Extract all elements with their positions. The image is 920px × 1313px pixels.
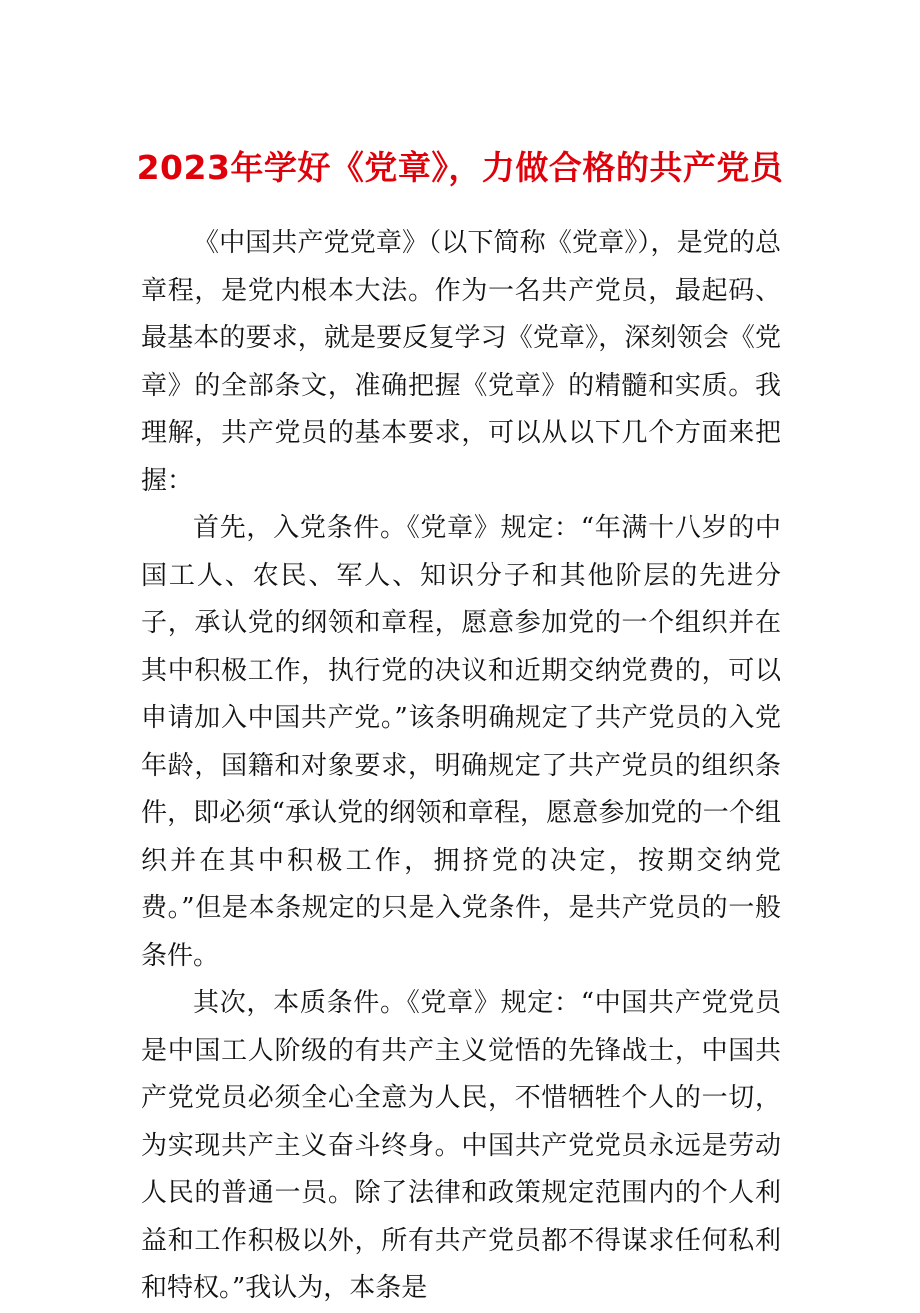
paragraph-intro: 《中国共产党党章》（以下简称《党章》），是党的总章程，是党内根本大法。作为一名共产党员，最起码、最基本的要求，就是要反复学习《党章》，深刻领会《党章》的全部条文，准确把握《党章》的精髓和实质。我理解，共产党员的基本要求，可以从以下几个方面来把握： xyxy=(141,228,781,496)
paragraph-first-condition: 首先，入党条件。《党章》规定：“年满十八岁的中国工人、农民、军人、知识分子和其他阶层的先进分子，承认党的纲领和章程，愿意参加党的一个组织并在其中积极工作，执行党的决议和近期交纳党费的，可以申请加入中国共产党。”该条明确规定了共产党员的入党年龄，国籍和对象要求，明确规定了共产党员的组织条件，即必须“承认党的纲领和章程，愿意参加党的一个组织并在其中积极工作，拥挤党的决定，按期交纳党费。”但是本条规定的只是入党条件，是共产党员的一般条件。 xyxy=(141,513,781,971)
document-title: 2023年学好《党章》，力做合格的共产党员 xyxy=(136,148,784,187)
document-body xyxy=(141,220,781,1313)
paragraph-second-condition: 其次，本质条件。《党章》规定：“中国共产党党员是中国工人阶级的有共产主义觉悟的先锋战士，中国共产党党员必须全心全意为人民，不惜牺牲个人的一切，为实现共产主义奋斗终身。中国共产党党员永远是劳动人民的普通一员。除了法律和政策规定范围内的个人利益和工作积极以外，所有共产党员都不得谋求任何私利和特权。”我认为，本条是 xyxy=(141,988,781,1303)
